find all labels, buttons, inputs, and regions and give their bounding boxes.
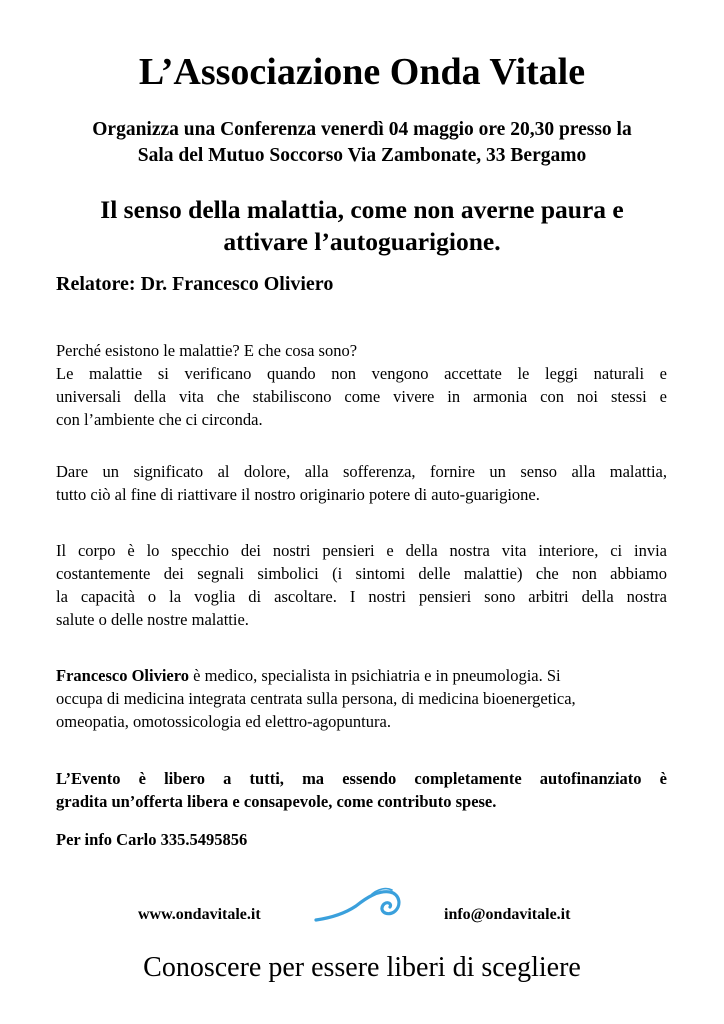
speaker-heading: Relatore: Dr. Francesco Oliviero bbox=[56, 273, 334, 295]
paragraph-line bbox=[56, 664, 667, 687]
page-title: L’Associazione Onda Vitale bbox=[138, 51, 586, 93]
speaker-name: Francesco Oliviero bbox=[56, 666, 190, 685]
wave-logo-stroke bbox=[316, 892, 399, 920]
paragraph-speaker-bio bbox=[56, 664, 667, 733]
conference-topic-line-2: attivare l’autoguarigione. bbox=[223, 227, 501, 256]
paragraph-line: occupa di medicina integrata centrata sulla persona, di medicina bioenergetica, bbox=[56, 689, 576, 708]
paragraph-line: Le malattie si verificano quando non vengono accettate le leggi naturali e bbox=[56, 364, 667, 383]
paragraph-line: salute o delle nostre malattie. bbox=[56, 610, 249, 629]
paragraph-line: L’Evento è libero a tutti, ma essendo completamente autofinanziato è bbox=[56, 769, 667, 788]
email-link[interactable]: info@ondavitale.it bbox=[444, 906, 571, 923]
paragraph-why-illness bbox=[56, 339, 667, 431]
paragraph-line: Perché esistono le malattie? E che cosa sono? bbox=[56, 341, 358, 360]
paragraph-line: universali della vita che stabiliscono come vivere in armonia con noi stessi e bbox=[56, 387, 667, 406]
paragraph-line: omeopatia, omotossicologia ed elettro-agopuntura. bbox=[56, 712, 391, 731]
website-link[interactable]: www.ondavitale.it bbox=[138, 906, 261, 923]
paragraph-line: con l’ambiente che ci circonda. bbox=[56, 410, 263, 429]
paragraph-line: gradita un’offerta libera e consapevole, come contributo spese. bbox=[56, 792, 497, 811]
paragraph-line: Dare un significato al dolore, alla sofferenza, fornire un senso alla malattia, bbox=[56, 462, 667, 481]
paragraph-line: Il corpo è lo specchio dei nostri pensieri e della nostra vita interiore, ci invia bbox=[56, 541, 667, 560]
conference-topic-line-1: Il senso della malattia, come non averne paura e bbox=[100, 195, 624, 224]
motto: Conoscere per essere liberi di scegliere bbox=[143, 952, 581, 983]
paragraph-event-free bbox=[56, 767, 667, 813]
paragraph-line: la capacità o la voglia di ascoltare. I nostri pensieri sono arbitri della nostra bbox=[56, 587, 667, 606]
organizer-line-2: Sala del Mutuo Soccorso Via Zambonate, 33 Bergamo bbox=[137, 145, 587, 166]
speaker-bio-text: è medico, specialista in psichiatria e in pneumologia. Si bbox=[189, 666, 561, 685]
paragraph-line: costantemente dei segnali simbolici (i sintomi delle malattie) che non abbiamo bbox=[56, 564, 667, 583]
contact-info: Per info Carlo 335.5495856 bbox=[56, 830, 248, 849]
paragraph-body-mirror bbox=[56, 539, 667, 631]
organizer-line-1: Organizza una Conferenza venerdì 04 maggio ore 20,30 presso la bbox=[92, 119, 632, 140]
paragraph-line: tutto ciò al fine di riattivare il nostro originario potere di auto-guarigione. bbox=[56, 485, 540, 504]
wave-icon bbox=[312, 884, 404, 928]
paragraph-meaning-of-pain bbox=[56, 460, 667, 506]
